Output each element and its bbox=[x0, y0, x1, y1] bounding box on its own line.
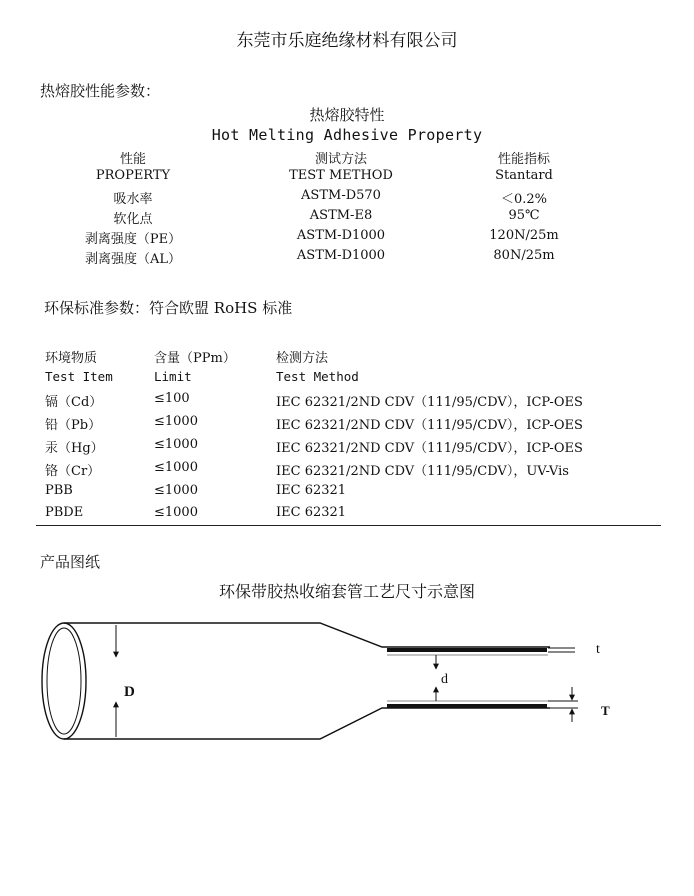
property-cell: 剥离强度（AL） bbox=[84, 252, 182, 267]
property-cell: 吸水率 bbox=[113, 192, 153, 207]
header-cell: 检测方法 bbox=[276, 351, 329, 366]
method-cell: ASTM-E8 bbox=[309, 208, 373, 223]
table-row bbox=[0, 248, 694, 268]
method-cell: ASTM-D1000 bbox=[296, 248, 386, 263]
method-cell: IEC 62321/2ND CDV（111/95/CDV），ICP-OES bbox=[276, 418, 583, 433]
table-row bbox=[0, 437, 694, 459]
standard-cell: ＜0.2% bbox=[500, 192, 548, 207]
limit-cell: ≤1000 bbox=[154, 505, 198, 520]
sleeve-opening-inner bbox=[47, 628, 81, 734]
drawing-section-title: 产品图纸 bbox=[40, 553, 101, 571]
method-cell: IEC 62321/2ND CDV（111/95/CDV），UV-Vis bbox=[276, 464, 569, 479]
standard-cell: 80N/25m bbox=[493, 248, 555, 263]
method-cell: ASTM-D1000 bbox=[296, 228, 386, 243]
header-cell: 含量（PPm） bbox=[154, 351, 236, 366]
header-cell: 性能指标 bbox=[497, 152, 550, 167]
method-cell: IEC 62321/2ND CDV（111/95/CDV），ICP-OES bbox=[276, 395, 583, 410]
standard-cell: 95℃ bbox=[508, 208, 540, 223]
env-header-en bbox=[0, 369, 694, 391]
hotmelt-table-title-cn: 热熔胶特性 bbox=[309, 106, 385, 124]
substance-cell: 铬（Cr） bbox=[45, 464, 101, 479]
table-row bbox=[0, 188, 694, 208]
header-cell: Stantard bbox=[495, 168, 553, 183]
dimension-label-T: T bbox=[601, 703, 610, 718]
header-cell: TEST METHOD bbox=[289, 168, 393, 183]
property-cell: 软化点 bbox=[113, 212, 153, 227]
env-header-cn bbox=[0, 347, 694, 369]
limit-cell: ≤100 bbox=[154, 391, 190, 406]
limit-cell: ≤1000 bbox=[154, 483, 198, 498]
header-cell: Limit bbox=[154, 369, 192, 384]
header-cell: Test Method bbox=[276, 369, 359, 384]
limit-cell: ≤1000 bbox=[154, 460, 198, 475]
hotmelt-header-cn bbox=[0, 148, 694, 168]
sleeve-top-contour bbox=[64, 623, 550, 647]
substance-cell: PBDE bbox=[45, 505, 84, 520]
table-row bbox=[0, 208, 694, 228]
substance-cell: 铅（Pb） bbox=[45, 418, 102, 433]
drawing-title: 环保带胶热收缩套管工艺尺寸示意图 bbox=[218, 582, 475, 601]
company-name: 东莞市乐庭绝缘材料有限公司 bbox=[236, 31, 458, 51]
header-cell: PROPERTY bbox=[95, 168, 171, 183]
table-divider bbox=[36, 525, 661, 526]
wall-thickness-top bbox=[387, 648, 547, 652]
table-row bbox=[0, 391, 694, 413]
sleeve-opening-ellipse bbox=[42, 623, 86, 739]
header-cell: 测试方法 bbox=[314, 152, 367, 167]
method-cell: IEC 62321 bbox=[276, 505, 347, 520]
env-section-title: 环保标准参数：符合欧盟 RoHS 标准 bbox=[44, 299, 293, 317]
property-cell: 剥离强度（PE） bbox=[84, 232, 182, 247]
method-cell: IEC 62321 bbox=[276, 483, 347, 498]
substance-cell: 汞（Hg） bbox=[45, 441, 104, 456]
sleeve-dimension-diagram bbox=[30, 605, 630, 755]
limit-cell: ≤1000 bbox=[154, 437, 198, 452]
method-cell: IEC 62321/2ND CDV（111/95/CDV），ICP-OES bbox=[276, 441, 583, 456]
hotmelt-header-en bbox=[0, 168, 694, 188]
method-cell: ASTM-D570 bbox=[301, 188, 381, 203]
dimension-label-D: D bbox=[124, 684, 135, 700]
table-row bbox=[0, 483, 694, 505]
table-row bbox=[0, 460, 694, 482]
table-row bbox=[0, 414, 694, 436]
hotmelt-section-title: 热熔胶性能参数： bbox=[40, 82, 161, 100]
sleeve-bottom-contour bbox=[64, 708, 550, 739]
limit-cell: ≤1000 bbox=[154, 414, 198, 429]
dimension-label-t: t bbox=[596, 642, 600, 657]
table-row bbox=[0, 505, 694, 527]
header-cell: 环境物质 bbox=[45, 351, 98, 366]
wall-thickness-bottom bbox=[387, 704, 547, 708]
hotmelt-table-title-en: Hot Melting Adhesive Property bbox=[211, 126, 483, 144]
standard-cell: 120N/25m bbox=[489, 228, 559, 243]
table-row bbox=[0, 228, 694, 248]
substance-cell: 镉（Cd） bbox=[45, 395, 103, 410]
header-cell: 性能 bbox=[119, 152, 146, 167]
substance-cell: PBB bbox=[45, 483, 73, 498]
dimension-label-d: d bbox=[441, 672, 448, 687]
header-cell: Test Item bbox=[45, 369, 113, 384]
